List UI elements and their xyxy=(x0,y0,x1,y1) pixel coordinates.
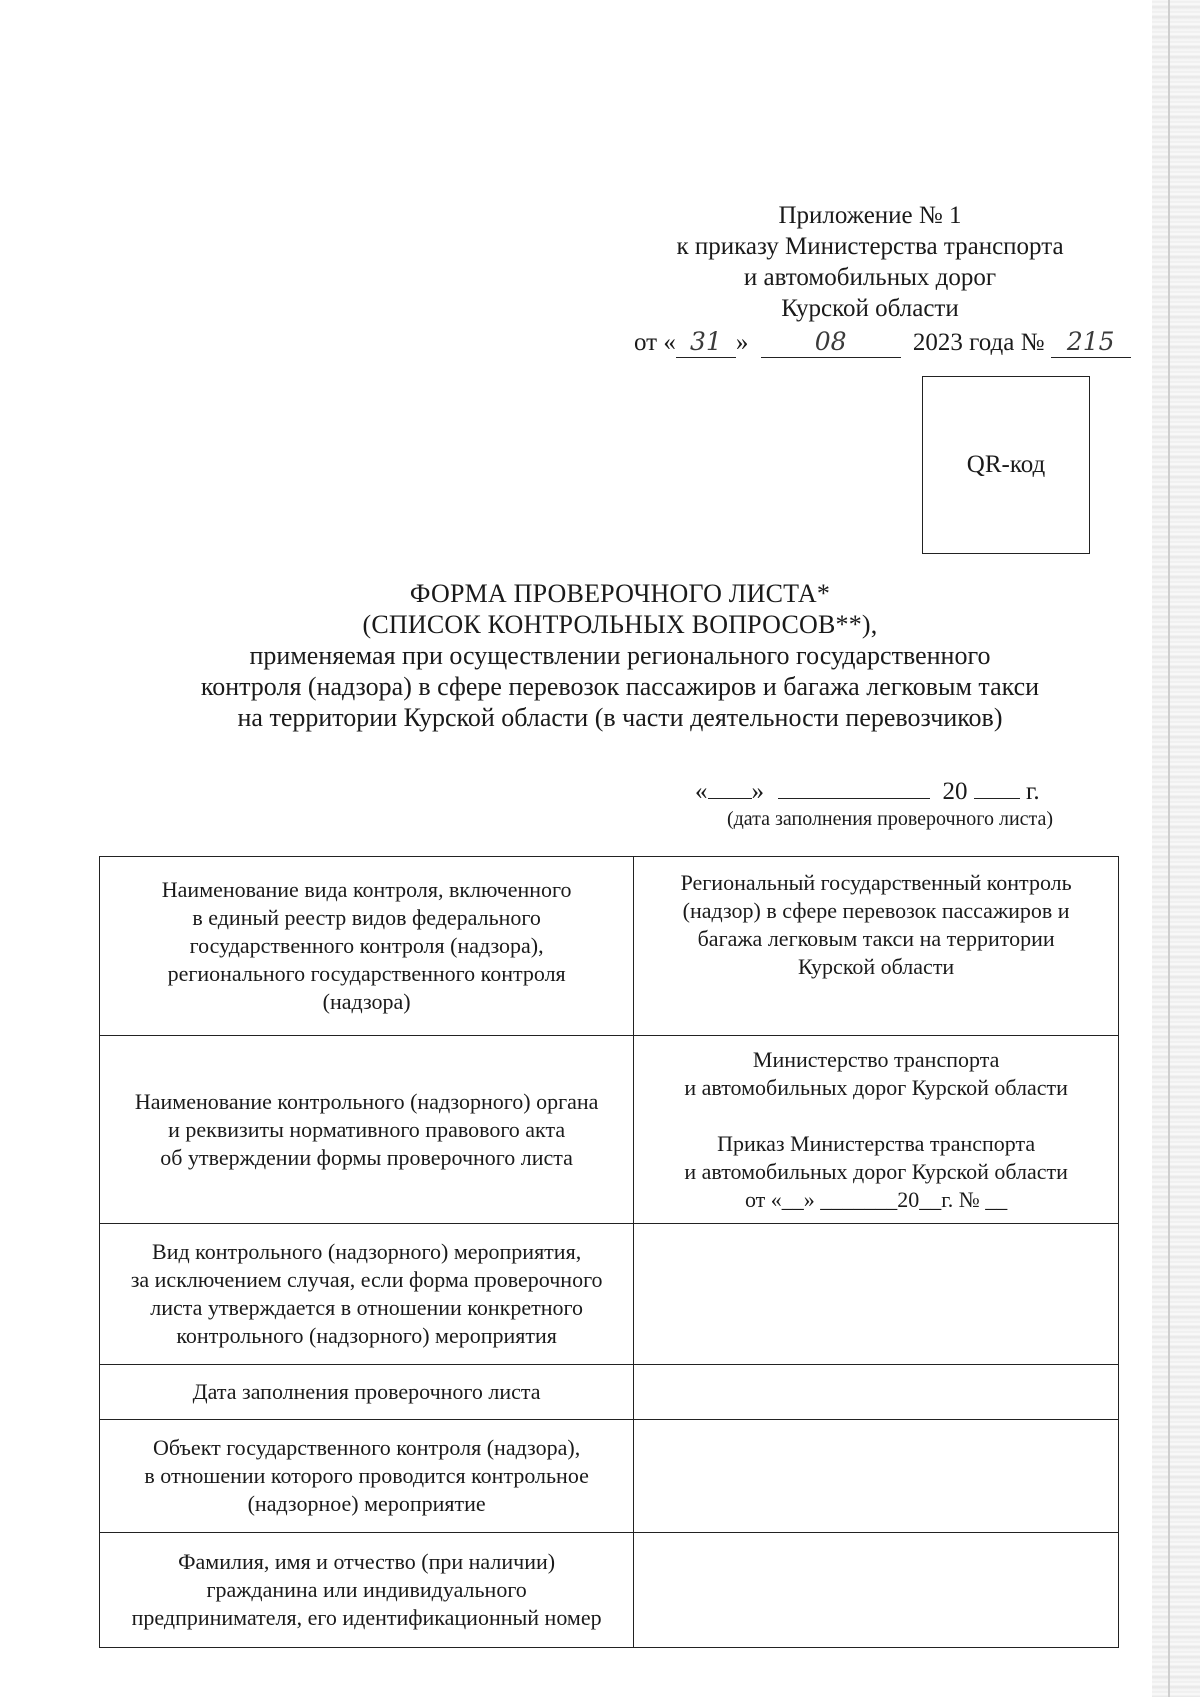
cell-line: Объект государственного контроля (надзора), xyxy=(153,1435,581,1460)
qr-code-placeholder xyxy=(922,376,1090,554)
cell-line: регионального государственного контроля xyxy=(167,961,566,986)
cell-line: багажа легковым такси на территории xyxy=(697,926,1055,951)
order-day-handwritten: 31 xyxy=(676,326,736,358)
appendix-line-4: Курской области xyxy=(781,295,959,322)
order-date-line xyxy=(634,326,1134,358)
table-row xyxy=(100,1036,1119,1224)
event-type-label xyxy=(100,1224,634,1365)
table-row xyxy=(100,857,1119,1036)
cell-line: Приказ Министерства транспорта xyxy=(717,1130,1036,1156)
person-label xyxy=(100,1533,634,1648)
title-line-4: контроля (надзора) в сфере перевозок пассажиров и багажа легковым такси xyxy=(200,672,1040,701)
cell-line: Фамилия, имя и отчество (при наличии) xyxy=(178,1549,556,1574)
fill-year-blank xyxy=(974,776,1020,799)
table-row xyxy=(100,1365,1119,1420)
appendix-line-3: и автомобильных дорог xyxy=(743,264,997,291)
order-number-handwritten: 215 xyxy=(1051,326,1131,358)
cell-line: Министерство транспорта xyxy=(752,1046,1000,1072)
fill-date-open-quote: « xyxy=(695,778,708,805)
cell-line: Региональный государственный контроль xyxy=(680,870,1072,895)
cell-line: и автомобильных дорог Курской области xyxy=(684,1158,1068,1184)
form-title xyxy=(120,578,1120,733)
appendix-line-1: Приложение № 1 xyxy=(778,202,962,229)
cell-line: и реквизиты нормативного правового акта xyxy=(168,1116,566,1142)
cell-line: контрольного (надзорного) мероприятия xyxy=(176,1323,557,1348)
cell-line: Курской области xyxy=(798,954,955,979)
fill-month-blank xyxy=(778,776,930,799)
title-line-2: (СПИСОК КОНТРОЛЬНЫХ ВОПРОСОВ**), xyxy=(362,610,878,639)
fill-date-close-quote: » xyxy=(751,778,764,805)
cell-line: Наименование контрольного (надзорного) органа xyxy=(134,1088,599,1114)
cell-line: и автомобильных дорог Курской области xyxy=(684,1074,1068,1100)
authority-value xyxy=(634,1036,1119,1224)
cell-line: Дата заполнения проверочного листа xyxy=(192,1379,541,1404)
control-type-value xyxy=(634,857,1119,1036)
cell-line: предпринимателя, его идентификационный номер xyxy=(131,1605,602,1630)
fill-year-suffix: г. xyxy=(1026,778,1040,805)
cell-line: об утверждении формы проверочного листа xyxy=(160,1144,573,1170)
table-row xyxy=(100,1224,1119,1365)
authority-label xyxy=(100,1036,634,1224)
order-year: 2023 года № xyxy=(912,329,1045,356)
scan-edge-line xyxy=(1168,0,1170,1697)
cell-line: государственного контроля (надзора), xyxy=(189,933,544,958)
fill-date-note: (дата заполнения проверочного листа) xyxy=(726,808,1054,830)
cell-line: от «__» _______20__г. № __ xyxy=(744,1186,1008,1212)
cell-gap xyxy=(644,1102,1108,1130)
cell-line: за исключением случая, если форма проверочного xyxy=(130,1267,603,1292)
order-prefix: от « xyxy=(634,329,676,356)
person-value[interactable] xyxy=(634,1533,1119,1648)
cell-line: гражданина или индивидуального xyxy=(206,1577,527,1602)
control-object-label xyxy=(100,1420,634,1533)
event-type-value[interactable] xyxy=(634,1224,1119,1365)
fill-date-value[interactable] xyxy=(634,1365,1119,1420)
title-line-3: применяемая при осуществлении регионального государственного xyxy=(249,641,991,670)
fill-date-line xyxy=(695,776,1095,806)
control-object-value[interactable] xyxy=(634,1420,1119,1533)
fill-day-blank xyxy=(708,776,752,799)
order-mid: » xyxy=(735,329,749,356)
table-row xyxy=(100,1420,1119,1533)
fill-year-prefix: 20 xyxy=(942,778,968,805)
cell-line: Вид контрольного (надзорного) мероприятия, xyxy=(152,1239,582,1264)
scan-edge xyxy=(1152,0,1200,1697)
cell-line: (надзор) в сфере перевозок пассажиров и xyxy=(682,898,1070,923)
cell-line: Наименование вида контроля, включенного xyxy=(161,877,572,902)
info-table xyxy=(99,856,1119,1648)
cell-line: листа утверждается в отношении конкретного xyxy=(150,1295,583,1320)
qr-label: QR-код xyxy=(966,451,1046,478)
appendix-header xyxy=(620,200,1120,324)
cell-line: в единый реестр видов федерального xyxy=(192,905,541,930)
table-row xyxy=(100,1533,1119,1648)
cell-line: в отношении которого проводится контрольное xyxy=(144,1463,589,1488)
fill-date-label xyxy=(100,1365,634,1420)
cell-line: (надзора) xyxy=(322,989,411,1014)
control-type-label xyxy=(100,857,634,1036)
title-line-1: ФОРМА ПРОВЕРОЧНОГО ЛИСТА* xyxy=(409,579,831,608)
order-month-handwritten: 08 xyxy=(761,326,901,358)
cell-line: (надзорное) мероприятие xyxy=(247,1491,486,1516)
title-line-5: на территории Курской области (в части деятельности перевозчиков) xyxy=(237,703,1003,732)
appendix-line-2: к приказу Министерства транспорта xyxy=(676,233,1064,260)
